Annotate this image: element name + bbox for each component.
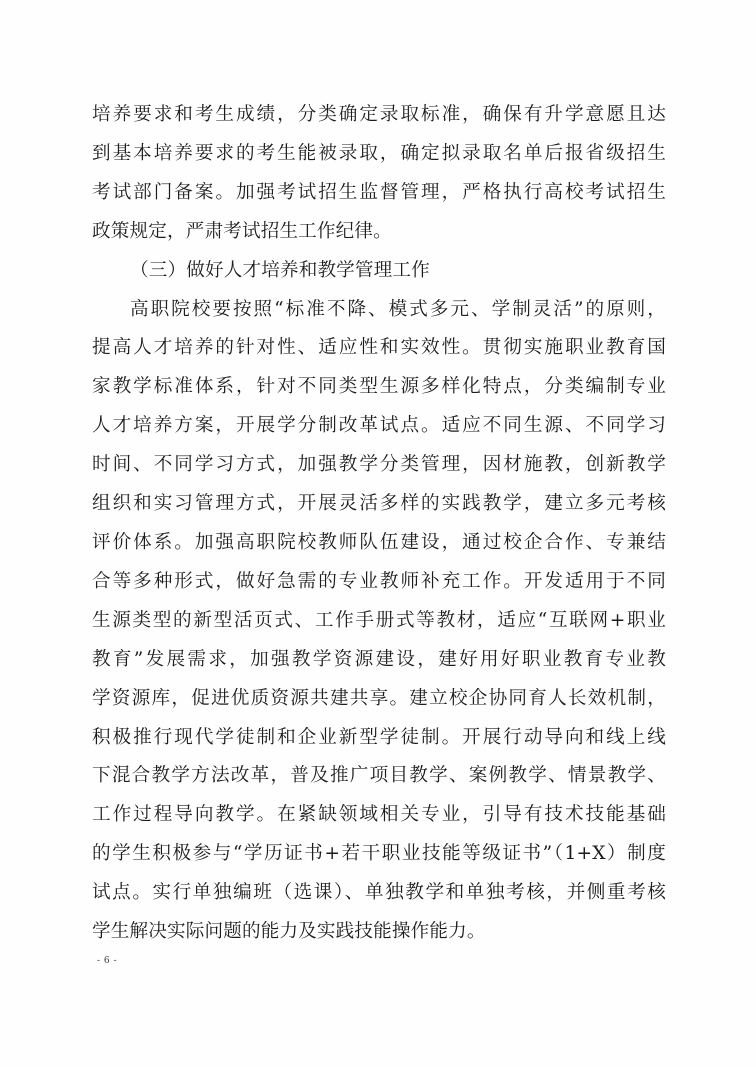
text-line: 下混合教学方法改革，普及推广项目教学、案例教学、情景教学、 — [92, 765, 666, 787]
text-line: 合等多种形式，做好急需的专业教师补充工作。开发适用于不同 — [92, 570, 666, 592]
text-line: 时间、不同学习方式，加强教学分类管理，因材施教，创新教学 — [92, 454, 666, 476]
text-line: 工作过程导向教学。在紧缺领域相关专业，引导有技术技能基础 — [92, 804, 666, 826]
text-line: 的学生积极参与“学历证书+若干职业技能等级证书”（1+X）制度 — [92, 843, 666, 865]
text-line: 考试部门备案。加强考试招生监督管理，严格执行高校考试招生 — [92, 181, 666, 203]
text-line: 人才培养方案，开展学分制改革试点。适应不同生源、不同学习 — [92, 415, 666, 437]
section-heading: （三）做好人才培养和教学管理工作 — [130, 259, 430, 281]
text-line: 培养要求和考生成绩，分类确定录取标准，确保有升学意愿且达 — [92, 104, 666, 125]
text-line: 学生解决实际问题的能力及实践技能操作能力。 — [92, 921, 486, 943]
text-line: 组织和实习管理方式，开展灵活多样的实践教学，建立多元考核 — [92, 493, 666, 515]
text-line: 教育”发展需求，加强教学资源建设，建好用好职业教育专业教 — [92, 648, 666, 670]
text-line: 试点。实行单独编班（选课）、单独教学和单独考核，并侧重考核 — [92, 882, 666, 904]
text-line: 家教学标准体系，针对不同类型生源多样化特点，分类编制专业 — [92, 376, 666, 398]
text-line: 积极推行现代学徒制和企业新型学徒制。开展行动导向和线上线 — [92, 726, 666, 748]
text-line: 学资源库，促进优质资源共建共享。建立校企协同育人长效机制， — [92, 687, 666, 709]
text-line: 政策规定，严肃考试招生工作纪律。 — [92, 220, 392, 242]
text-line: 评价体系。加强高职院校教师队伍建设，通过校企合作、专兼结 — [92, 531, 666, 553]
text-line: 到基本培养要求的考生能被录取，确定拟录取名单后报省级招生 — [92, 142, 666, 164]
text-line: 高职院校要按照“标准不降、模式多元、学制灵活”的原则， — [130, 298, 666, 320]
page-number: - 6 - — [97, 956, 118, 966]
text-line: 生源类型的新型活页式、工作手册式等教材，适应“互联网+职业 — [92, 609, 666, 631]
body-text — [92, 96, 666, 952]
text-line: 提高人才培养的针对性、适应性和实效性。贯彻实施职业教育国 — [92, 337, 666, 359]
